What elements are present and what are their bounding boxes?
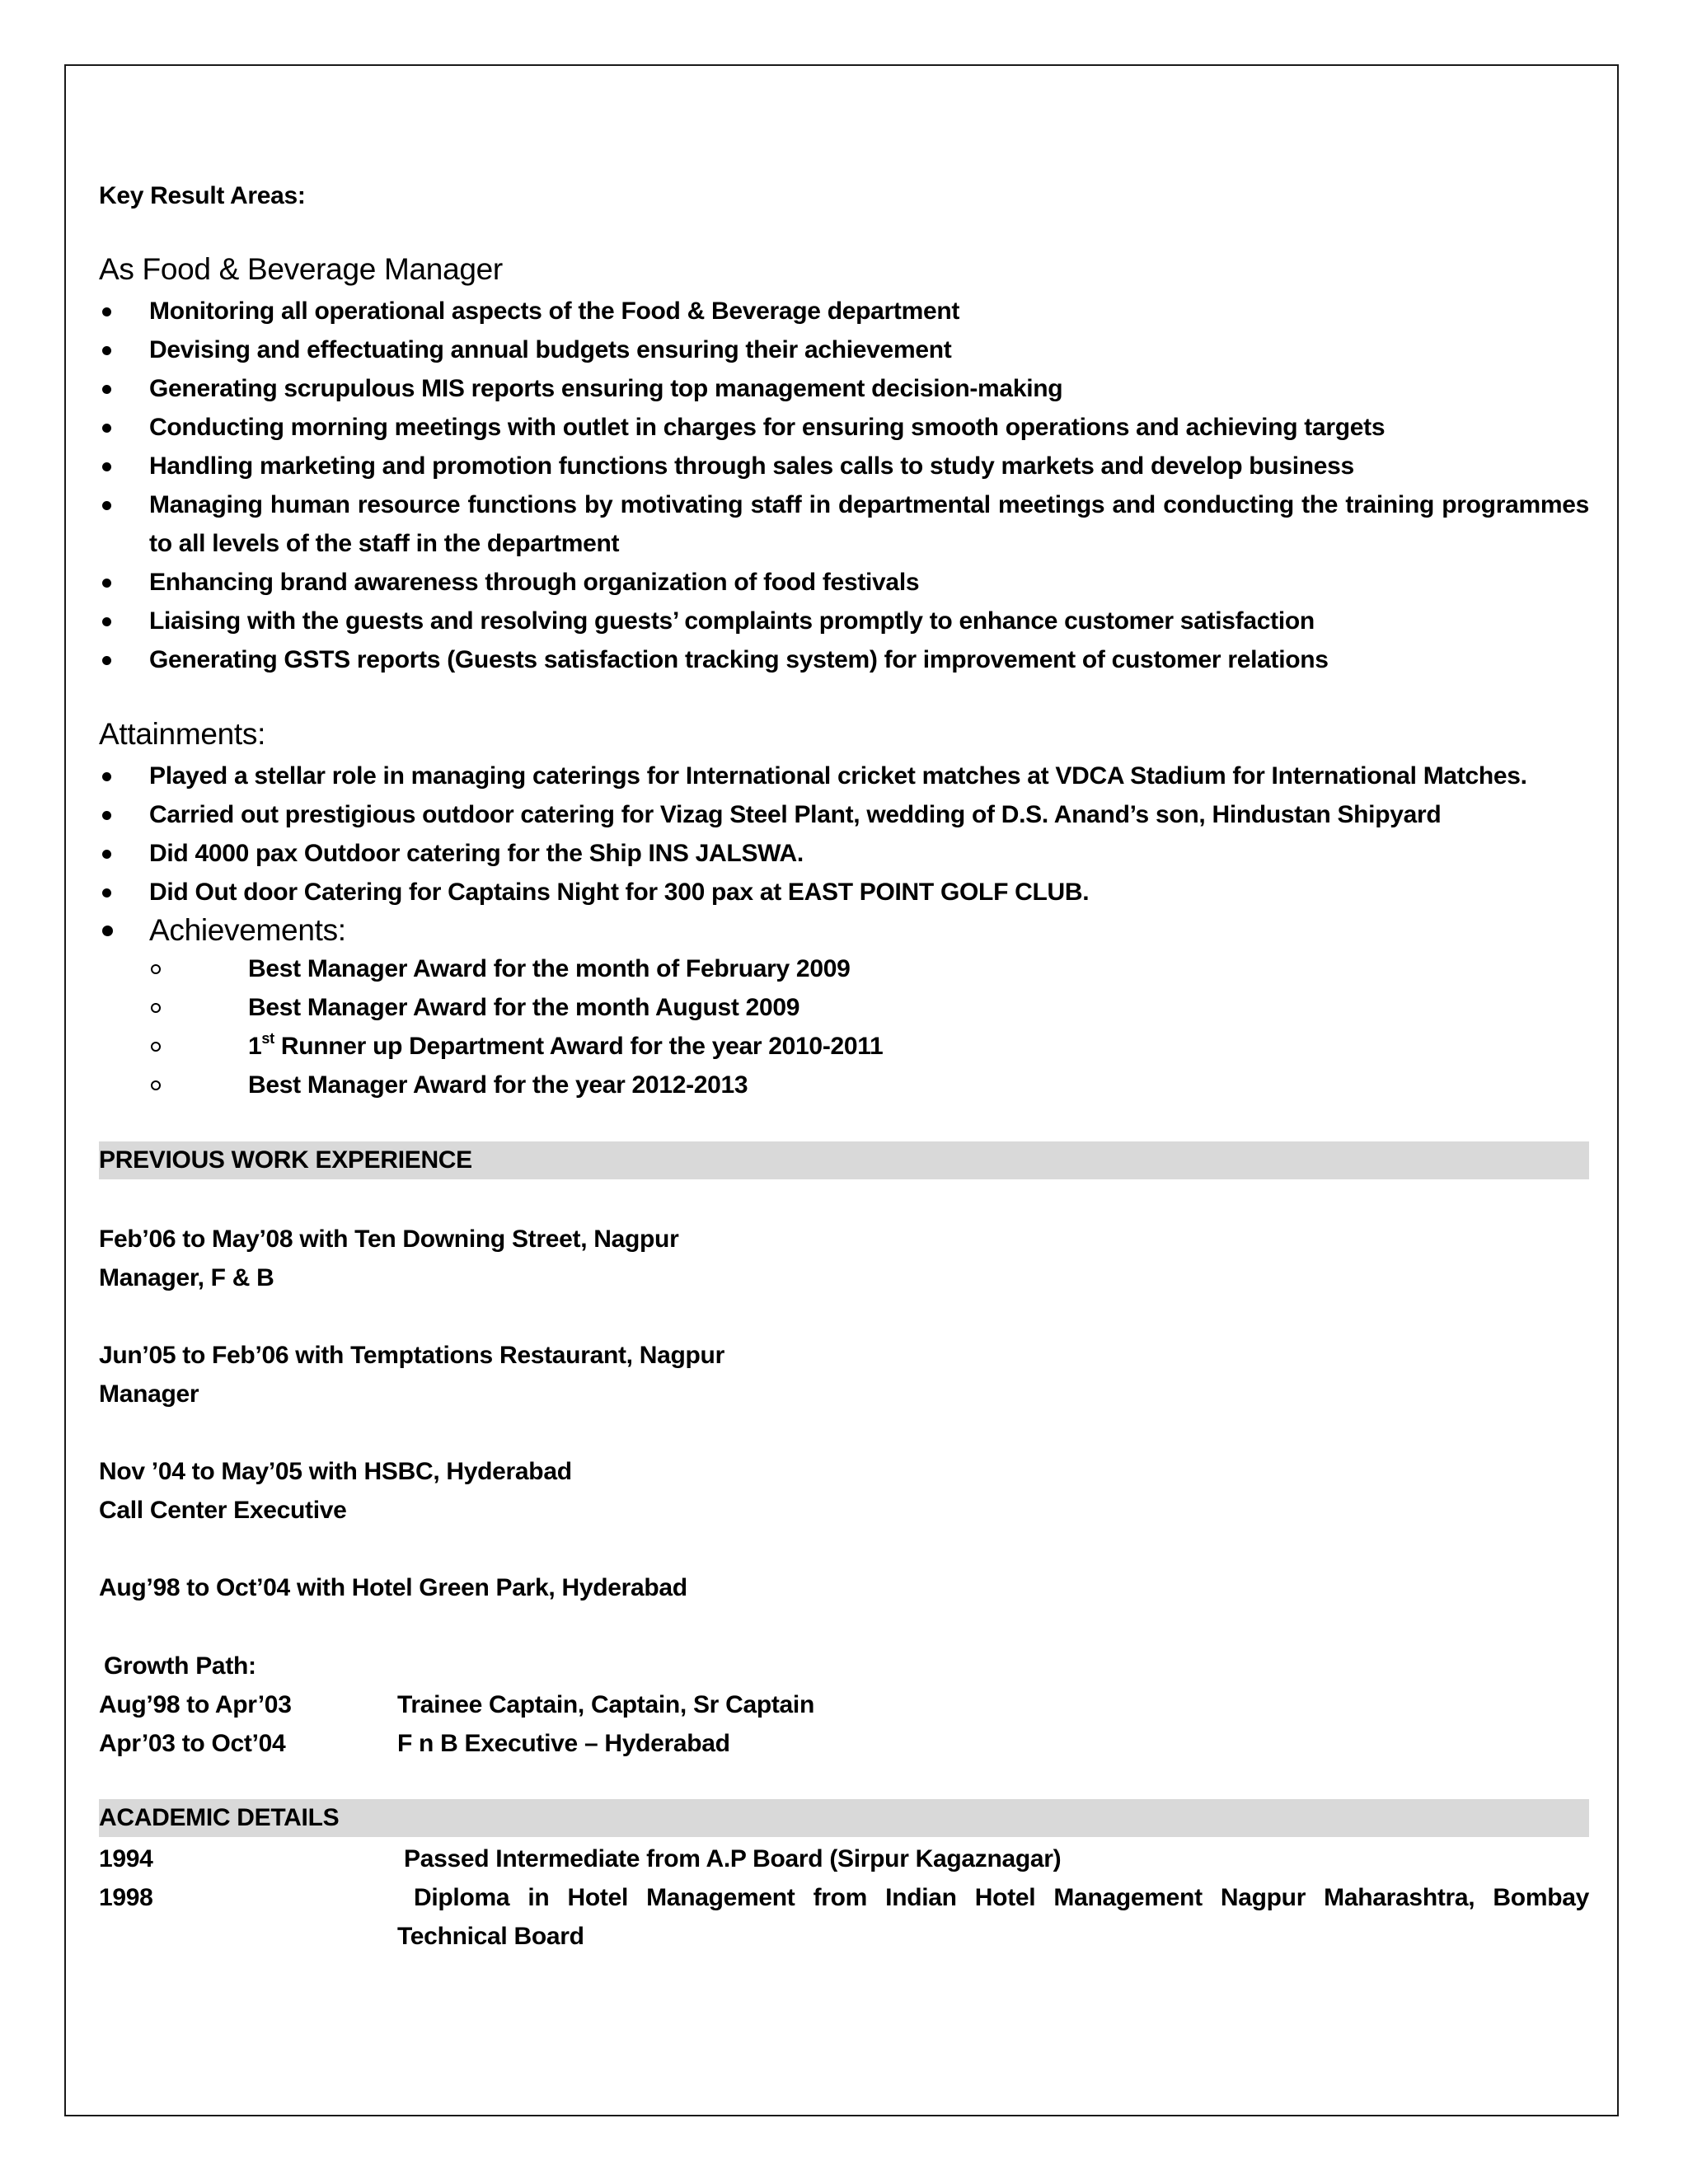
work-entry-line1: Nov ’04 to May’05 with HSBC, Hyderabad xyxy=(99,1458,572,1485)
academic-year: 1994 xyxy=(99,1845,153,1872)
bullet-icon xyxy=(102,850,111,859)
work-entry-line2: Call Center Executive xyxy=(99,1497,347,1524)
list-item: Conducting morning meetings with outlet in charges for ensuring smooth operations and achieving targets xyxy=(99,408,1589,447)
bullet-icon xyxy=(102,617,111,626)
bullet-icon xyxy=(102,811,111,820)
bullet-icon xyxy=(102,385,111,394)
fb-manager-heading: As Food & Beverage Manager xyxy=(99,252,503,286)
bullet-icon xyxy=(102,656,111,665)
bullet-icon xyxy=(102,346,111,355)
achievement-item: Best Manager Award for the month of February 2009 xyxy=(99,949,1589,988)
key-result-areas-label: Key Result Areas: xyxy=(99,182,306,209)
bullet-icon xyxy=(102,424,111,433)
list-item: Liaising with the guests and resolving guests’ complaints promptly to enhance customer satisfaction xyxy=(99,602,1589,640)
list-item: Did 4000 pax Outdoor catering for the Ship INS JALSWA. xyxy=(99,834,1589,873)
academic-detail: Diploma in Hotel Management from Indian Hotel Management Nagpur Maharashtra, Bombay Technical Board xyxy=(397,1884,1589,1950)
circle-bullet-icon xyxy=(151,964,161,974)
work-entry-line1: Aug’98 to Oct’04 with Hotel Green Park, Hyderabad xyxy=(99,1574,687,1601)
bullet-icon xyxy=(102,772,111,781)
growth-path-period: Apr’03 to Oct’04 xyxy=(99,1730,286,1757)
bullet-icon xyxy=(102,579,111,588)
previous-work-heading: PREVIOUS WORK EXPERIENCE xyxy=(99,1146,472,1174)
list-item: Devising and effectuating annual budgets ensuring their achievement xyxy=(99,330,1589,369)
achievement-item: Best Manager Award for the month August 2009 xyxy=(99,988,1589,1027)
academic-heading: ACADEMIC DETAILS xyxy=(99,1804,340,1831)
attainments-list xyxy=(99,757,1589,1104)
work-entry-line1: Jun’05 to Feb’06 with Temptations Restaurant, Nagpur xyxy=(99,1342,724,1369)
list-item: Generating GSTS reports (Guests satisfaction tracking system) for improvement of customer relations xyxy=(99,640,1589,679)
circle-bullet-icon xyxy=(151,1080,161,1090)
work-entry-line2: Manager xyxy=(99,1380,199,1408)
previous-work-heading-bar xyxy=(99,1141,1589,1179)
list-item: Carried out prestigious outdoor catering for Vizag Steel Plant, wedding of D.S. Anand’s son, Hindustan Shipyard xyxy=(99,795,1589,834)
list-item: Did Out door Catering for Captains Night for 300 pax at EAST POINT GOLF CLUB. xyxy=(99,873,1589,912)
academic-year: 1998 xyxy=(99,1884,153,1911)
achievement-item: Best Manager Award for the year 2012-2013 xyxy=(99,1066,1589,1104)
academic-heading-bar xyxy=(99,1799,1589,1837)
list-item: Handling marketing and promotion functions through sales calls to study markets and develop business xyxy=(99,447,1589,485)
bullet-icon xyxy=(102,307,111,316)
list-item: Managing human resource functions by motivating staff in departmental meetings and conducting the training programmes to all levels of the staff in the department xyxy=(99,485,1589,563)
attainments-heading: Attainments: xyxy=(99,717,266,751)
achievement-item: 1st Runner up Department Award for the year 2010-2011 xyxy=(99,1027,1589,1066)
work-entry-line2: Manager, F & B xyxy=(99,1264,274,1291)
list-item: Monitoring all operational aspects of the Food & Beverage department xyxy=(99,292,1589,330)
bullet-icon xyxy=(102,888,111,898)
list-item: Generating scrupulous MIS reports ensuring top management decision-making xyxy=(99,369,1589,408)
list-item: Enhancing brand awareness through organization of food festivals xyxy=(99,563,1589,602)
fb-manager-list xyxy=(99,292,1589,679)
academic-detail: Passed Intermediate from A.P Board (Sirpur Kagaznagar) xyxy=(404,1845,1062,1872)
list-item: Played a stellar role in managing caterings for International cricket matches at VDCA Stadium for International Matches. xyxy=(99,757,1589,795)
bullet-icon xyxy=(102,501,111,510)
growth-path-period: Aug’98 to Apr’03 xyxy=(99,1691,292,1718)
growth-path-role: F n B Executive – Hyderabad xyxy=(397,1730,730,1757)
bullet-icon xyxy=(102,462,111,471)
circle-bullet-icon xyxy=(151,1003,161,1013)
growth-path-label: Growth Path: xyxy=(104,1652,256,1680)
bullet-icon xyxy=(102,926,113,936)
growth-path-role: Trainee Captain, Captain, Sr Captain xyxy=(397,1691,814,1718)
work-entry-line1: Feb’06 to May’08 with Ten Downing Street, Nagpur xyxy=(99,1226,679,1253)
list-item-achievements: Achievements: xyxy=(99,912,1589,949)
circle-bullet-icon xyxy=(151,1042,161,1052)
